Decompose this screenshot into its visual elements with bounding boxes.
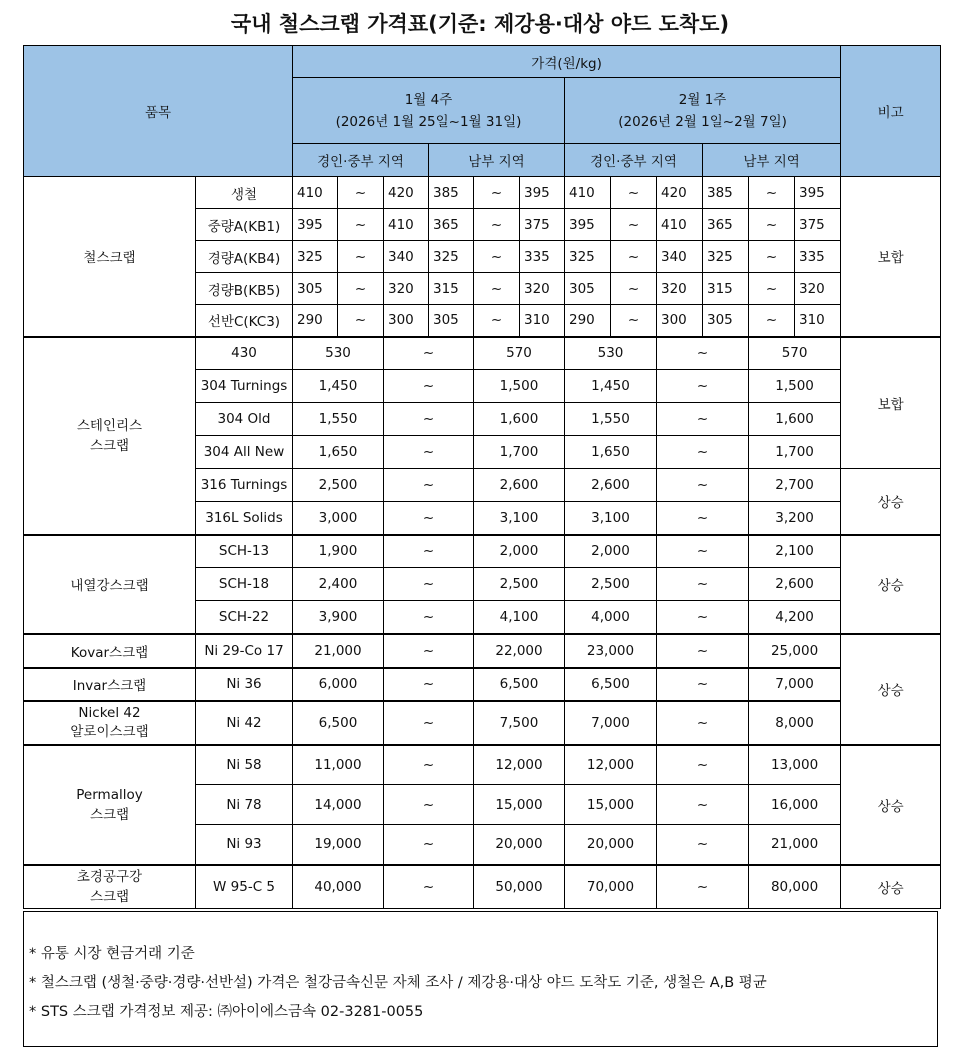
- tilde: ~: [384, 568, 474, 601]
- tilde: ~: [657, 370, 749, 403]
- tilde: ~: [384, 865, 474, 909]
- price-cell: 4,200: [749, 601, 841, 634]
- price-cell: 2,500: [293, 469, 384, 502]
- tilde: ~: [657, 436, 749, 469]
- price-cell: 305: [565, 273, 611, 305]
- header-region-south-w1: 남부 지역: [429, 144, 565, 177]
- tilde: ~: [384, 701, 474, 745]
- item-name: SCH-13: [196, 535, 293, 568]
- price-cell: 290: [293, 305, 338, 337]
- tilde: ~: [749, 273, 795, 305]
- tilde: ~: [474, 177, 520, 209]
- price-cell: 50,000: [474, 865, 565, 909]
- item-name: 316L Solids: [196, 502, 293, 535]
- price-cell: 395: [565, 209, 611, 241]
- item-name: Ni 93: [196, 825, 293, 865]
- price-cell: 4,100: [474, 601, 565, 634]
- tilde: ~: [384, 370, 474, 403]
- tilde: ~: [384, 745, 474, 785]
- item-name: Ni 42: [196, 701, 293, 745]
- price-cell: 325: [703, 241, 749, 273]
- price-cell: 2,600: [749, 568, 841, 601]
- week2-label: 2월 1주: [678, 91, 727, 108]
- item-name: 경량A(KB4): [196, 241, 293, 273]
- price-cell: 20,000: [565, 825, 657, 865]
- note-line: * 유통 시장 현금거래 기준: [29, 946, 195, 962]
- price-cell: 21,000: [749, 825, 841, 865]
- tilde: ~: [474, 273, 520, 305]
- tilde: ~: [611, 209, 657, 241]
- price-cell: 315: [703, 273, 749, 305]
- note-carbide: 상승: [841, 865, 941, 909]
- tilde: ~: [657, 535, 749, 568]
- price-cell: 2,700: [749, 469, 841, 502]
- price-cell: 315: [429, 273, 474, 305]
- price-cell: 12,000: [474, 745, 565, 785]
- note-stainless-flat: 보합: [841, 337, 941, 469]
- item-name: Ni 36: [196, 668, 293, 701]
- item-name: 선반C(KC3): [196, 305, 293, 337]
- category-carbide-line1: 초경공구강: [76, 868, 143, 885]
- price-cell: 375: [795, 209, 841, 241]
- price-cell: 1,700: [474, 436, 565, 469]
- price-cell: 7,000: [749, 668, 841, 701]
- tilde: ~: [338, 241, 384, 273]
- price-cell: 13,000: [749, 745, 841, 785]
- note-permalloy: 상승: [841, 745, 941, 865]
- category-permalloy-line2: 스크랩: [89, 806, 130, 823]
- tilde: ~: [474, 241, 520, 273]
- price-cell: 1,650: [565, 436, 657, 469]
- price-cell: 365: [703, 209, 749, 241]
- price-cell: 410: [565, 177, 611, 209]
- price-cell: 340: [657, 241, 703, 273]
- header-region-central-w2: 경인·중부 지역: [565, 144, 703, 177]
- price-cell: 2,600: [565, 469, 657, 502]
- tilde: ~: [384, 825, 474, 865]
- tilde: ~: [657, 668, 749, 701]
- price-cell: 320: [384, 273, 429, 305]
- category-stainless-line2: 스크랩: [89, 437, 130, 454]
- note-heat: 상승: [841, 535, 941, 634]
- price-cell: 11,000: [293, 745, 384, 785]
- price-cell: 12,000: [565, 745, 657, 785]
- price-cell: 530: [565, 337, 657, 370]
- item-name: SCH-22: [196, 601, 293, 634]
- note-alloy: 상승: [841, 634, 941, 745]
- price-cell: 23,000: [565, 634, 657, 668]
- price-cell: 3,100: [565, 502, 657, 535]
- tilde: ~: [749, 177, 795, 209]
- tilde: ~: [384, 403, 474, 436]
- price-cell: 15,000: [565, 785, 657, 825]
- header-note: 비고: [841, 46, 941, 177]
- header-price-unit: 가격(원/kg): [293, 46, 841, 78]
- price-cell: 16,000: [749, 785, 841, 825]
- price-cell: 21,000: [293, 634, 384, 668]
- tilde: ~: [384, 601, 474, 634]
- price-cell: 570: [474, 337, 565, 370]
- price-cell: 1,900: [293, 535, 384, 568]
- price-cell: 410: [384, 209, 429, 241]
- price-cell: 365: [429, 209, 474, 241]
- price-cell: 335: [795, 241, 841, 273]
- item-name: 생철: [196, 177, 293, 209]
- tilde: ~: [749, 305, 795, 337]
- category-invar: Invar스크랩: [24, 668, 196, 701]
- price-cell: 1,700: [749, 436, 841, 469]
- tilde: ~: [657, 745, 749, 785]
- price-cell: 1,600: [474, 403, 565, 436]
- tilde: ~: [749, 241, 795, 273]
- item-name: W 95-C 5: [196, 865, 293, 909]
- price-cell: 300: [657, 305, 703, 337]
- price-cell: 1,600: [749, 403, 841, 436]
- price-table: [23, 45, 941, 909]
- tilde: ~: [657, 701, 749, 745]
- price-cell: 2,000: [474, 535, 565, 568]
- price-cell: 410: [293, 177, 338, 209]
- item-name: 430: [196, 337, 293, 370]
- tilde: ~: [384, 436, 474, 469]
- header-region-south-w2: 남부 지역: [703, 144, 841, 177]
- price-cell: 6,500: [474, 668, 565, 701]
- category-nickel: [24, 701, 196, 745]
- tilde: ~: [384, 469, 474, 502]
- week2-range: (2026년 2월 1일~2월 7일): [618, 113, 787, 130]
- tilde: ~: [611, 177, 657, 209]
- price-cell: 40,000: [293, 865, 384, 909]
- tilde: ~: [657, 634, 749, 668]
- tilde: ~: [657, 825, 749, 865]
- tilde: ~: [657, 568, 749, 601]
- price-cell: 340: [384, 241, 429, 273]
- tilde: ~: [657, 337, 749, 370]
- price-cell: 8,000: [749, 701, 841, 745]
- note-line: * 철스크랩 (생철·중량·경량·선반설) 가격은 철강금속신문 자체 조사 / 제강용·대상 야드 도착도 기준, 생철은 A,B 평균: [29, 975, 767, 991]
- page-title: 국내 철스크랩 가격표(기준: 제강용·대상 야드 도착도): [230, 12, 730, 36]
- header-item: 품목: [24, 46, 293, 177]
- price-cell: 80,000: [749, 865, 841, 909]
- tilde: ~: [338, 273, 384, 305]
- price-cell: 2,600: [474, 469, 565, 502]
- week1-label: 1월 4주: [404, 91, 453, 108]
- tilde: ~: [474, 209, 520, 241]
- price-cell: 310: [795, 305, 841, 337]
- item-name: 316 Turnings: [196, 469, 293, 502]
- price-cell: 395: [520, 177, 565, 209]
- tilde: ~: [657, 403, 749, 436]
- category-kovar: Kovar스크랩: [24, 634, 196, 668]
- tilde: ~: [384, 535, 474, 568]
- price-cell: 7,000: [565, 701, 657, 745]
- price-cell: 6,500: [565, 668, 657, 701]
- price-cell: 325: [565, 241, 611, 273]
- price-cell: 300: [384, 305, 429, 337]
- price-cell: 375: [520, 209, 565, 241]
- price-cell: 14,000: [293, 785, 384, 825]
- tilde: ~: [749, 209, 795, 241]
- item-name: 304 All New: [196, 436, 293, 469]
- note-iron: 보합: [841, 177, 941, 337]
- price-cell: 70,000: [565, 865, 657, 909]
- price-cell: 1,500: [749, 370, 841, 403]
- price-cell: 6,000: [293, 668, 384, 701]
- tilde: ~: [611, 241, 657, 273]
- category-permalloy: [24, 745, 196, 865]
- item-name: 304 Turnings: [196, 370, 293, 403]
- tilde: ~: [384, 502, 474, 535]
- category-nickel-line2: 알로이스크랩: [70, 723, 149, 740]
- price-cell: 2,400: [293, 568, 384, 601]
- tilde: ~: [384, 785, 474, 825]
- tilde: ~: [384, 337, 474, 370]
- price-cell: 290: [565, 305, 611, 337]
- tilde: ~: [611, 305, 657, 337]
- tilde: ~: [657, 502, 749, 535]
- price-cell: 2,000: [565, 535, 657, 568]
- price-cell: 1,450: [565, 370, 657, 403]
- price-cell: 1,500: [474, 370, 565, 403]
- price-cell: 2,500: [474, 568, 565, 601]
- price-cell: 3,100: [474, 502, 565, 535]
- item-name: SCH-18: [196, 568, 293, 601]
- price-cell: 3,200: [749, 502, 841, 535]
- category-permalloy-line1: Permalloy: [76, 786, 143, 803]
- price-cell: 6,500: [293, 701, 384, 745]
- category-iron: 철스크랩: [24, 177, 196, 337]
- week1-range: (2026년 1월 25일~1월 31일): [335, 113, 522, 130]
- item-name: 304 Old: [196, 403, 293, 436]
- price-cell: 320: [520, 273, 565, 305]
- price-cell: 305: [293, 273, 338, 305]
- tilde: ~: [657, 785, 749, 825]
- header-region-central-w1: 경인·중부 지역: [293, 144, 429, 177]
- price-cell: 20,000: [474, 825, 565, 865]
- tilde: ~: [384, 634, 474, 668]
- price-cell: 22,000: [474, 634, 565, 668]
- price-cell: 335: [520, 241, 565, 273]
- price-cell: 1,450: [293, 370, 384, 403]
- price-cell: 410: [657, 209, 703, 241]
- tilde: ~: [657, 601, 749, 634]
- price-cell: 385: [429, 177, 474, 209]
- price-cell: 3,000: [293, 502, 384, 535]
- price-cell: 305: [429, 305, 474, 337]
- item-name: 중량A(KB1): [196, 209, 293, 241]
- tilde: ~: [657, 469, 749, 502]
- price-cell: 2,100: [749, 535, 841, 568]
- category-carbide-line2: 스크랩: [89, 888, 130, 905]
- item-name: 경량B(KB5): [196, 273, 293, 305]
- notes-box: [23, 911, 938, 1047]
- price-cell: 1,650: [293, 436, 384, 469]
- price-cell: 4,000: [565, 601, 657, 634]
- price-cell: 3,900: [293, 601, 384, 634]
- tilde: ~: [384, 668, 474, 701]
- category-carbide: [24, 865, 196, 909]
- price-cell: 320: [795, 273, 841, 305]
- price-cell: 395: [293, 209, 338, 241]
- category-heat: 내열강스크랩: [24, 535, 196, 634]
- price-cell: 320: [657, 273, 703, 305]
- price-cell: 2,500: [565, 568, 657, 601]
- price-cell: 25,000: [749, 634, 841, 668]
- tilde: ~: [474, 305, 520, 337]
- price-cell: 19,000: [293, 825, 384, 865]
- price-cell: 420: [384, 177, 429, 209]
- header-week2: [565, 78, 841, 144]
- header-week1: [293, 78, 565, 144]
- tilde: ~: [611, 273, 657, 305]
- tilde: ~: [657, 865, 749, 909]
- price-cell: 325: [429, 241, 474, 273]
- price-cell: 385: [703, 177, 749, 209]
- item-name: Ni 29-Co 17: [196, 634, 293, 668]
- price-cell: 325: [293, 241, 338, 273]
- price-cell: 7,500: [474, 701, 565, 745]
- price-cell: 530: [293, 337, 384, 370]
- category-nickel-line1: Nickel 42: [78, 704, 141, 721]
- item-name: Ni 78: [196, 785, 293, 825]
- price-cell: 1,550: [293, 403, 384, 436]
- tilde: ~: [338, 177, 384, 209]
- price-cell: 1,550: [565, 403, 657, 436]
- price-cell: 570: [749, 337, 841, 370]
- item-name: Ni 58: [196, 745, 293, 785]
- price-cell: 310: [520, 305, 565, 337]
- category-stainless-line1: 스테인리스: [76, 417, 143, 434]
- price-cell: 395: [795, 177, 841, 209]
- tilde: ~: [338, 209, 384, 241]
- note-line: * STS 스크랩 가격정보 제공: ㈜아이에스금속 02-3281-0055: [29, 1004, 424, 1020]
- category-stainless: [24, 337, 196, 535]
- price-cell: 420: [657, 177, 703, 209]
- note-stainless-up: 상승: [841, 469, 941, 535]
- price-cell: 15,000: [474, 785, 565, 825]
- tilde: ~: [338, 305, 384, 337]
- price-cell: 305: [703, 305, 749, 337]
